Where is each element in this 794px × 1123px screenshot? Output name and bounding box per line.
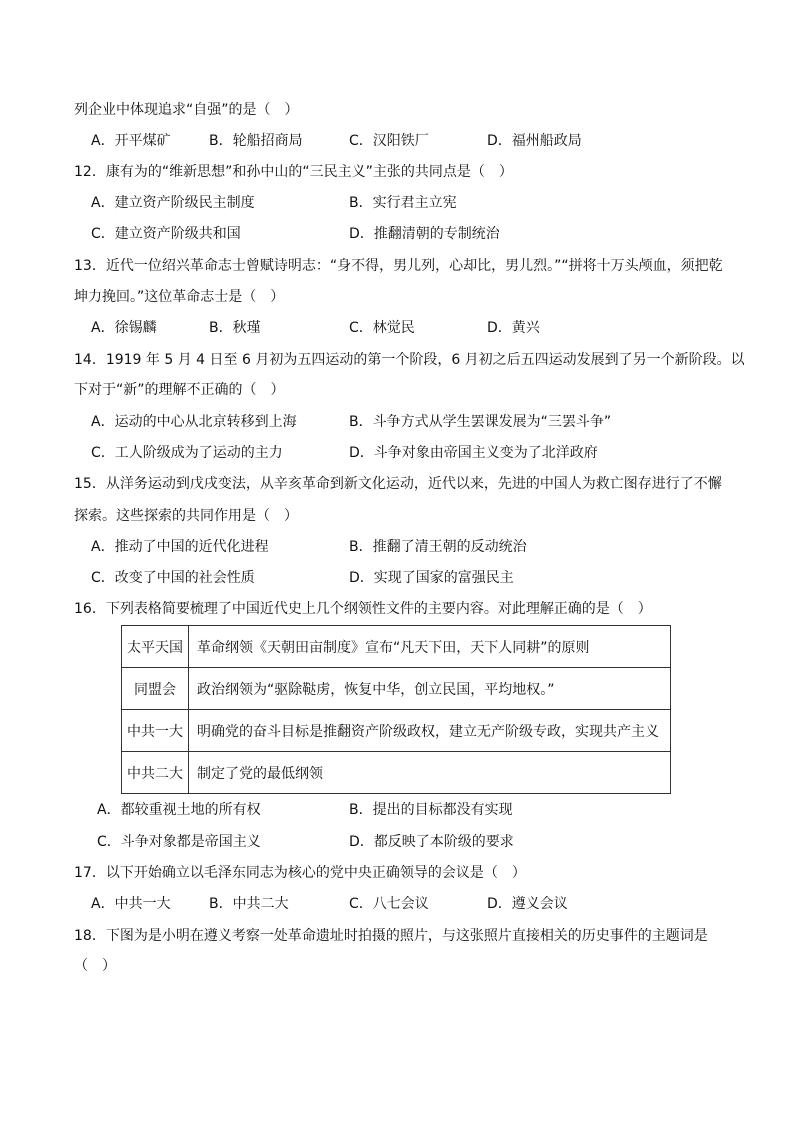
q17-option-d[interactable]: D．遵义会议 <box>487 896 568 912</box>
q17-option-c[interactable]: C．八七会议 <box>349 896 429 912</box>
q11-option-c[interactable]: C．汉阳铁厂 <box>349 133 429 149</box>
table-row <box>122 626 671 668</box>
q15-option-a[interactable]: A．推动了中国的近代化进程 <box>91 539 269 555</box>
table-cell-org: 太平天国 <box>122 626 189 668</box>
q11-option-d[interactable]: D．福州船政局 <box>487 133 582 149</box>
question-17-stem: 17．以下开始确立以毛泽东同志为核心的党中央正确领导的会议是（ ） <box>74 865 526 881</box>
q13-option-c[interactable]: C．林觉民 <box>349 320 415 336</box>
q14-option-d[interactable]: D．斗争对象由帝国主义变为了北洋政府 <box>349 445 598 461</box>
q17-option-a[interactable]: A．中共一大 <box>91 896 171 912</box>
table-cell-org: 中共一大 <box>122 710 189 752</box>
q16-option-b[interactable]: B．提出的目标都没有实现 <box>349 802 513 818</box>
q14-option-a[interactable]: A．运动的中心从北京转移到上海 <box>91 414 297 430</box>
q13-option-d[interactable]: D．黄兴 <box>487 320 540 336</box>
q16-option-d[interactable]: D．都反映了本阶级的要求 <box>349 834 514 850</box>
q13-option-b[interactable]: B．秋瑾 <box>209 320 261 336</box>
question-14-stem-line2: 下对于“新”的理解不正确的（ ） <box>74 382 285 398</box>
q15-option-c[interactable]: C．改变了中国的社会性质 <box>91 570 255 586</box>
table-row <box>122 752 671 794</box>
q15-option-b[interactable]: B．推翻了清王朝的反动统治 <box>349 539 527 555</box>
table-cell-content: 制定了党的最低纲领 <box>189 752 671 794</box>
table-cell-content: 明确党的奋斗目标是推翻资产阶级政权，建立无产阶级专政，实现共产主义 <box>189 710 671 752</box>
q12-option-b[interactable]: B．实行君主立宪 <box>349 195 457 211</box>
table-cell-org: 中共二大 <box>122 752 189 794</box>
q12-option-c[interactable]: C．建立资产阶级共和国 <box>91 226 241 242</box>
q11-option-b[interactable]: B．轮船招商局 <box>209 133 303 149</box>
q13-option-a[interactable]: A．徐锡麟 <box>91 320 157 336</box>
q14-option-b[interactable]: B．斗争方式从学生罢课发展为“三罢斗争” <box>349 414 612 430</box>
question-18-stem-line1: 18．下图为是小明在遵义考察一处革命遗址时拍摄的照片，与这张照片直接相关的历史事件的主题词是 <box>74 928 708 944</box>
q14-option-c[interactable]: C．工人阶级成为了运动的主力 <box>91 445 283 461</box>
program-documents-table <box>121 625 671 794</box>
question-13-stem-line2: 坤力挽回。”这位革命志士是（ ） <box>74 289 285 305</box>
question-12-stem: 12．康有为的“维新思想”和孙中山的“三民主义”主张的共同点是（ ） <box>74 164 513 180</box>
question-15-stem-line1: 15．从洋务运动到戊戌变法，从辛亥革命到新文化运动，近代以来，先进的中国人为救亡图存进行了不懈 <box>74 476 722 492</box>
q12-option-a[interactable]: A．建立资产阶级民主制度 <box>91 195 255 211</box>
q17-option-b[interactable]: B．中共二大 <box>209 896 289 912</box>
question-13-stem-line1: 13．近代一位绍兴革命志士曾赋诗明志：“身不得，男儿列，心却比，男儿烈。”“拼将十万头颅血，须把乾 <box>74 258 723 274</box>
question-14-stem-line1: 14．1919 年 5 月 4 日至 6 月初为五四运动的第一个阶段，6 月初之后五四运动发展到了另一个新阶段。以 <box>74 352 745 368</box>
table-cell-content: 政治纲领为“驱除鞑虏，恢复中华，创立民国，平均地权。” <box>189 668 671 710</box>
table-cell-content: 革命纲领《天朝田亩制度》宣布“凡天下田，天下人同耕”的原则 <box>189 626 671 668</box>
q16-option-c[interactable]: C．斗争对象都是帝国主义 <box>97 834 261 850</box>
table-cell-org: 同盟会 <box>122 668 189 710</box>
q15-option-d[interactable]: D．实现了国家的富强民主 <box>349 570 514 586</box>
question-15-stem-line2: 探索。这些探索的共同作用是（ ） <box>74 508 298 524</box>
q16-option-a[interactable]: A．都较重视土地的所有权 <box>97 802 261 818</box>
q11-option-a[interactable]: A．开平煤矿 <box>91 133 171 149</box>
question-11-stem: 列企业中体现追求“自强”的是（ ） <box>74 102 299 118</box>
question-16-stem: 16．下列表格简要梳理了中国近代史上几个纲领性文件的主要内容。对此理解正确的是（ ） <box>74 601 652 617</box>
q12-option-d[interactable]: D．推翻清朝的专制统治 <box>349 226 500 242</box>
table-row <box>122 710 671 752</box>
table-row <box>122 668 671 710</box>
question-18-stem-line2: （ ） <box>74 958 116 974</box>
